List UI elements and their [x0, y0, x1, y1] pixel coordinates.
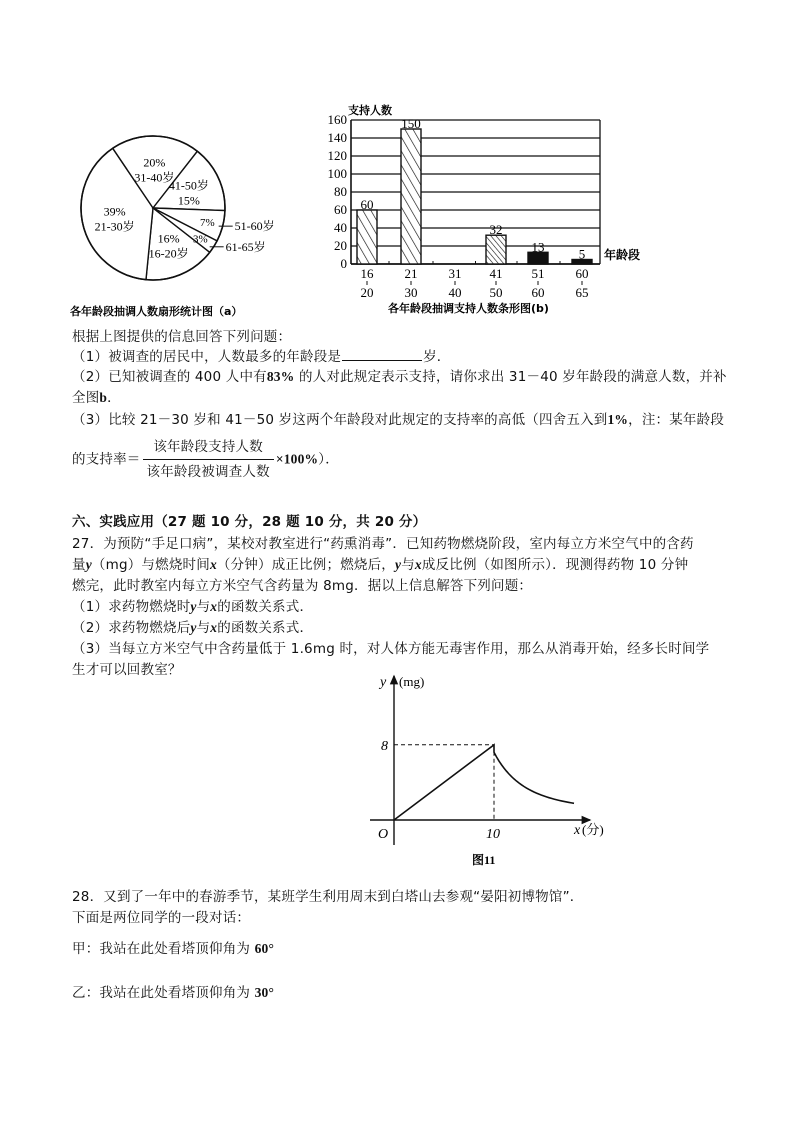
- dialogue-jia-text: 甲：我站在此处看塔顶仰角为: [72, 941, 255, 957]
- bar-x-axis-label: 年龄段: [604, 248, 641, 262]
- pie-callout-label: 51-60岁: [234, 219, 275, 234]
- problem-27-q1: [72, 598, 313, 616]
- figure-caption: 图11: [472, 853, 496, 867]
- bar: [401, 129, 421, 264]
- intro-text: 根据上图提供的信息回答下列问题：: [72, 329, 292, 345]
- variable-y: y: [190, 599, 197, 614]
- angle-60: 60°: [254, 941, 275, 956]
- pie-slice-label: 16-20岁: [148, 246, 189, 261]
- y-axis-variable: y: [380, 675, 387, 690]
- x-tick-label-bottom: 65: [575, 285, 589, 300]
- bar-y-axis-label: 支持人数: [348, 104, 392, 117]
- variable-x: x: [414, 557, 422, 572]
- problem-28-line-2: 下面是两位同学的一段对话：: [72, 910, 251, 926]
- text-fragment: 量: [72, 557, 86, 573]
- question-2-text-a: （2）已知被调查的 400 人中有: [72, 369, 267, 385]
- pie-title: 各年龄段抽调人数扇形统计图（a）: [70, 305, 243, 318]
- formula-multiplier: ×100%: [275, 451, 319, 467]
- bar-chart: [320, 95, 660, 325]
- origin-label: O: [378, 827, 389, 842]
- question-3-precision: 1%: [607, 412, 629, 427]
- dialogue-yi: [72, 984, 274, 1002]
- y-tick-label: 140: [327, 130, 347, 145]
- pie-slice-label: 15%: [177, 193, 200, 208]
- x-tick-label-top: 16: [360, 266, 374, 281]
- answer-blank: [342, 347, 422, 361]
- y-tick-label: 160: [327, 112, 347, 127]
- question-2-cont: [72, 389, 121, 407]
- bar-value-label: 13: [531, 239, 545, 255]
- x-tick-label-top: 60: [575, 266, 589, 281]
- y-tick-label: 100: [327, 166, 347, 181]
- question-3: [72, 411, 724, 429]
- variable-x: x: [210, 599, 218, 614]
- formula-label: 的支持率＝: [72, 451, 141, 468]
- variable-y: y: [190, 620, 197, 635]
- y-tick-label: 80: [334, 184, 347, 199]
- question-1-text: （1）被调查的居民中，人数最多的年龄段是: [72, 349, 342, 365]
- bar-value-label: 5: [578, 246, 586, 262]
- x-tick-label-top: 21: [404, 266, 418, 281]
- text-fragment: 与: [196, 620, 211, 636]
- formula-end: ）．: [318, 451, 339, 468]
- x-axis-variable: x: [574, 823, 581, 838]
- question-3-text-a: （3）比较 21－30 岁和 41－50 岁这两个年龄段对此规定的支持率的高低（四舍五入到: [72, 412, 608, 428]
- x-tick-label-top: 51: [531, 266, 545, 281]
- variable-x: x: [210, 620, 218, 635]
- problem-27-q3: （3）当每立方米空气中含药量低于 1.6mg 时，对人体方能无毒害作用，那么从消毒开始，经多长时间学: [72, 641, 710, 657]
- bar-value-label: 32: [489, 222, 503, 238]
- pie-slice-label: 16%: [157, 231, 180, 246]
- pie-slice-percent: 7%: [200, 217, 215, 230]
- pie-slice-label: 39%: [103, 204, 126, 219]
- question-2-figure-ref: b: [99, 390, 108, 405]
- text-fragment: （1）求药物燃烧时: [72, 599, 191, 615]
- section-heading: 六、实践应用（27 题 10 分，28 题 10 分，共 20 分）: [72, 514, 427, 530]
- pie-chart: [60, 95, 310, 325]
- problem-27-line-3: 燃完，此时教室内每立方米空气含药量为 8mg．据以上信息解答下列问题：: [72, 578, 533, 594]
- bar-value-label: 60: [360, 197, 374, 212]
- x-tick-label-bottom: 60: [531, 285, 545, 300]
- question-1: [72, 347, 451, 366]
- bar-title: 各年龄段抽调支持人数条形图(b): [388, 302, 549, 315]
- x-mark-10: 10: [486, 827, 500, 842]
- y-tick-label: 40: [334, 220, 347, 235]
- angle-30: 30°: [254, 985, 275, 1000]
- question-3-text-b: ，注：某年龄段: [628, 412, 725, 428]
- support-rate-formula: [72, 437, 339, 482]
- pie-callout-label: 61-65岁: [225, 239, 266, 254]
- text-fragment: 与: [401, 557, 415, 573]
- problem-28-line-1: 28．又到了一年中的春游季节，某班学生利用周末到白塔山去参观“晏阳初博物馆”．: [72, 889, 584, 905]
- problem-27-line-1: 27．为预防“手足口病”，某校对教室进行“药熏消毒”．已知药物燃烧阶段，室内每立方米空气中的含药: [72, 536, 694, 552]
- problem-27-q2: [72, 619, 313, 637]
- x-tick-label-bottom: 40: [448, 285, 462, 300]
- figure-11-graph: [350, 670, 620, 870]
- text-fragment: （mg）与燃烧时间: [91, 557, 210, 573]
- x-tick-label-top: 31: [448, 266, 462, 281]
- concentration-curve: [394, 745, 574, 820]
- dialogue-yi-text: 乙：我站在此处看塔顶仰角为: [72, 985, 255, 1001]
- formula-numerator: 该年龄段支持人数: [143, 437, 274, 460]
- y-mark-8: 8: [381, 739, 388, 754]
- formula-fraction: [143, 437, 274, 482]
- text-fragment: 的函数关系式．: [217, 620, 314, 636]
- question-2-text-b: 的人对此规定表示支持，请你求出 31－40 岁年龄段的满意人数，并补: [294, 369, 727, 385]
- text-fragment: 与: [196, 599, 211, 615]
- question-2-end: ．: [107, 390, 121, 406]
- x-axis-unit: (分): [582, 822, 604, 837]
- variable-y: y: [395, 557, 402, 572]
- pie-slice-label: 31-40岁: [134, 170, 175, 185]
- variable-x: x: [209, 557, 217, 572]
- text-fragment: 成反比例（如图所示）．现测得药物 10 分钟: [421, 557, 689, 573]
- question-2-text-c: 全图: [72, 390, 100, 406]
- bar: [357, 210, 377, 264]
- x-tick-label-bottom: 20: [360, 285, 374, 300]
- text-fragment: 的函数关系式．: [217, 599, 314, 615]
- y-axis-unit: (mg): [399, 674, 425, 689]
- formula-denominator: 该年龄段被调查人数: [146, 464, 270, 480]
- bar-value-label: 150: [401, 116, 421, 131]
- x-tick-label-bottom: 30: [404, 285, 418, 300]
- y-tick-label: 0: [340, 256, 347, 271]
- x-tick-label-bottom: 50: [489, 285, 503, 300]
- variable-y: y: [85, 557, 92, 572]
- question-2-percent: 83%: [266, 369, 295, 384]
- y-tick-label: 20: [334, 238, 347, 253]
- x-tick-label-top: 41: [489, 266, 503, 281]
- question-1-suffix: 岁．: [423, 349, 451, 365]
- problem-27-q3-cont: 生才可以回教室？: [72, 662, 182, 678]
- dialogue-jia: [72, 940, 274, 958]
- y-tick-label: 60: [334, 202, 347, 217]
- problem-27-line-2: [72, 556, 688, 574]
- y-tick-label: 120: [327, 148, 347, 163]
- question-2: [72, 368, 727, 386]
- pie-slice-label: 41-50岁: [168, 178, 209, 193]
- pie-slice-label: 21-30岁: [94, 219, 135, 234]
- bar: [486, 235, 506, 264]
- text-fragment: （2）求药物燃烧后: [72, 620, 191, 636]
- pie-slice-percent: 3%: [192, 233, 208, 246]
- text-fragment: （分钟）成正比例；燃烧后，: [216, 557, 395, 573]
- pie-slice-label: 20%: [143, 155, 166, 170]
